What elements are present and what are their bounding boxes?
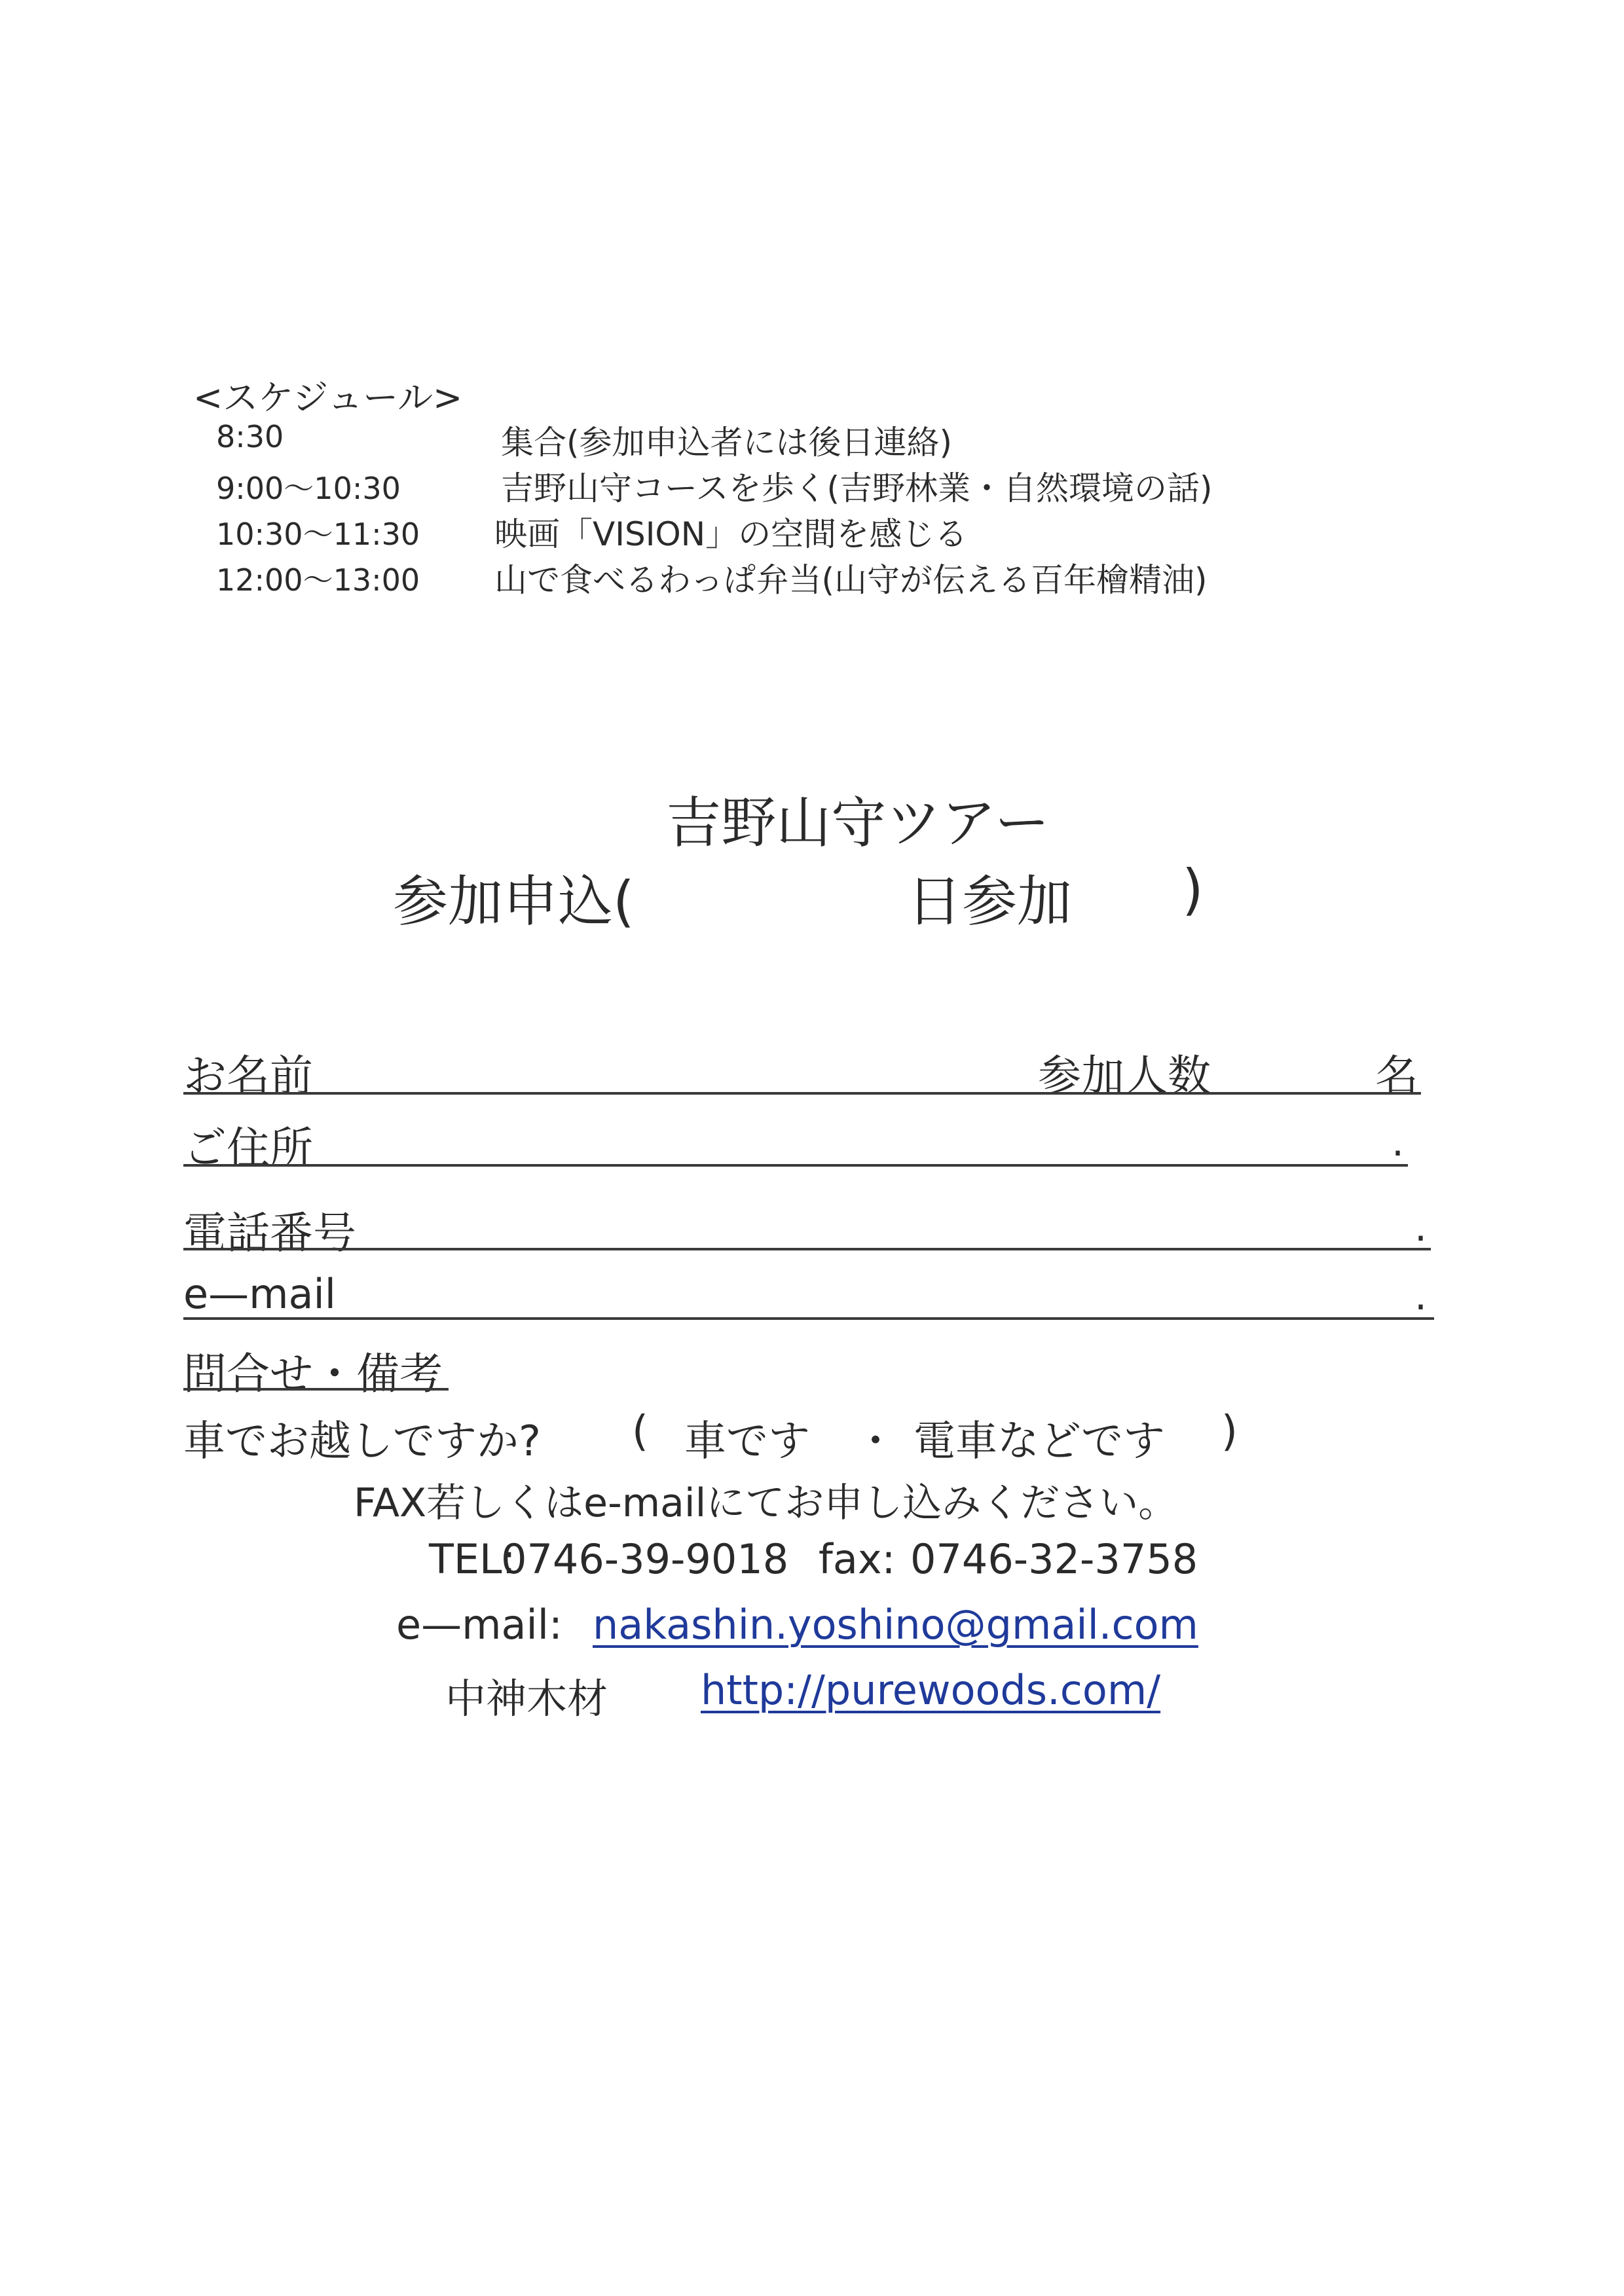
schedule-desc-3: 映画「VISION」の空間を感じる (494, 515, 968, 553)
schedule-desc-4: 山で食べるわっぱ弁当(山守が伝える百年檜精油) (494, 561, 1208, 599)
website-link[interactable]: http://purewoods.com/ (701, 1666, 1161, 1714)
email-end-dot: . (1414, 1273, 1428, 1319)
address-underline[interactable] (183, 1164, 1408, 1167)
contact-email-label: e—mail: (396, 1601, 563, 1649)
application-title-days: 日参加 (907, 869, 1073, 934)
address-label: ご住所 (183, 1123, 313, 1173)
phone-label: 電話番号 (183, 1208, 356, 1258)
transport-option-car[interactable]: 車です (684, 1417, 810, 1466)
application-instructions: FAX若しくはe-mailにてお申し込みください。 (354, 1480, 1178, 1526)
contact-email-link[interactable]: nakashin.yoshino@gmail.com (593, 1601, 1198, 1649)
schedule-time-2: 9:00〜10:30 (216, 471, 401, 506)
schedule-time-4: 12:00〜13:00 (216, 562, 420, 598)
schedule-time-1: 8:30 (216, 419, 284, 454)
transport-open-paren: ( (632, 1408, 648, 1456)
tel-label: TEL: (429, 1535, 516, 1583)
name-underline[interactable] (183, 1092, 1421, 1095)
company-name: 中神木材 (445, 1675, 608, 1722)
fax-label: fax: (819, 1535, 896, 1583)
schedule-heading: <スケジュール> (193, 377, 463, 418)
fax-number: 0746-32-3758 (910, 1535, 1198, 1583)
email-label: e—mail (183, 1270, 336, 1318)
email-underline[interactable] (183, 1317, 1434, 1320)
name-label: お名前 (183, 1051, 313, 1101)
notes-label: 問合せ・備考 (183, 1349, 443, 1399)
schedule-desc-1: 集合(参加申込者には後日連絡) (501, 424, 953, 462)
notes-underline[interactable] (183, 1388, 449, 1391)
application-title-suffix: ) (1182, 858, 1204, 922)
participant-count-label: 参加人数 (1038, 1051, 1211, 1101)
application-title-prefix: 参加申込( (393, 869, 635, 934)
transport-separator: ・ (855, 1417, 896, 1466)
tel-number: 0746-39-9018 (501, 1535, 789, 1583)
participant-count-unit: 名 (1375, 1051, 1418, 1101)
transport-close-paren: ) (1221, 1408, 1238, 1456)
phone-underline[interactable] (183, 1248, 1431, 1250)
address-end-dot: . (1392, 1120, 1405, 1165)
transport-question: 車でお越しですか? (183, 1417, 541, 1466)
schedule-time-3: 10:30〜11:30 (216, 517, 420, 552)
phone-end-dot: . (1414, 1205, 1428, 1250)
tour-title: 吉野山守ツアー (666, 791, 1050, 855)
transport-option-train[interactable]: 電車などです (913, 1417, 1165, 1466)
schedule-desc-2: 吉野山守コースを歩く(吉野林業・自然環境の話) (501, 469, 1213, 507)
